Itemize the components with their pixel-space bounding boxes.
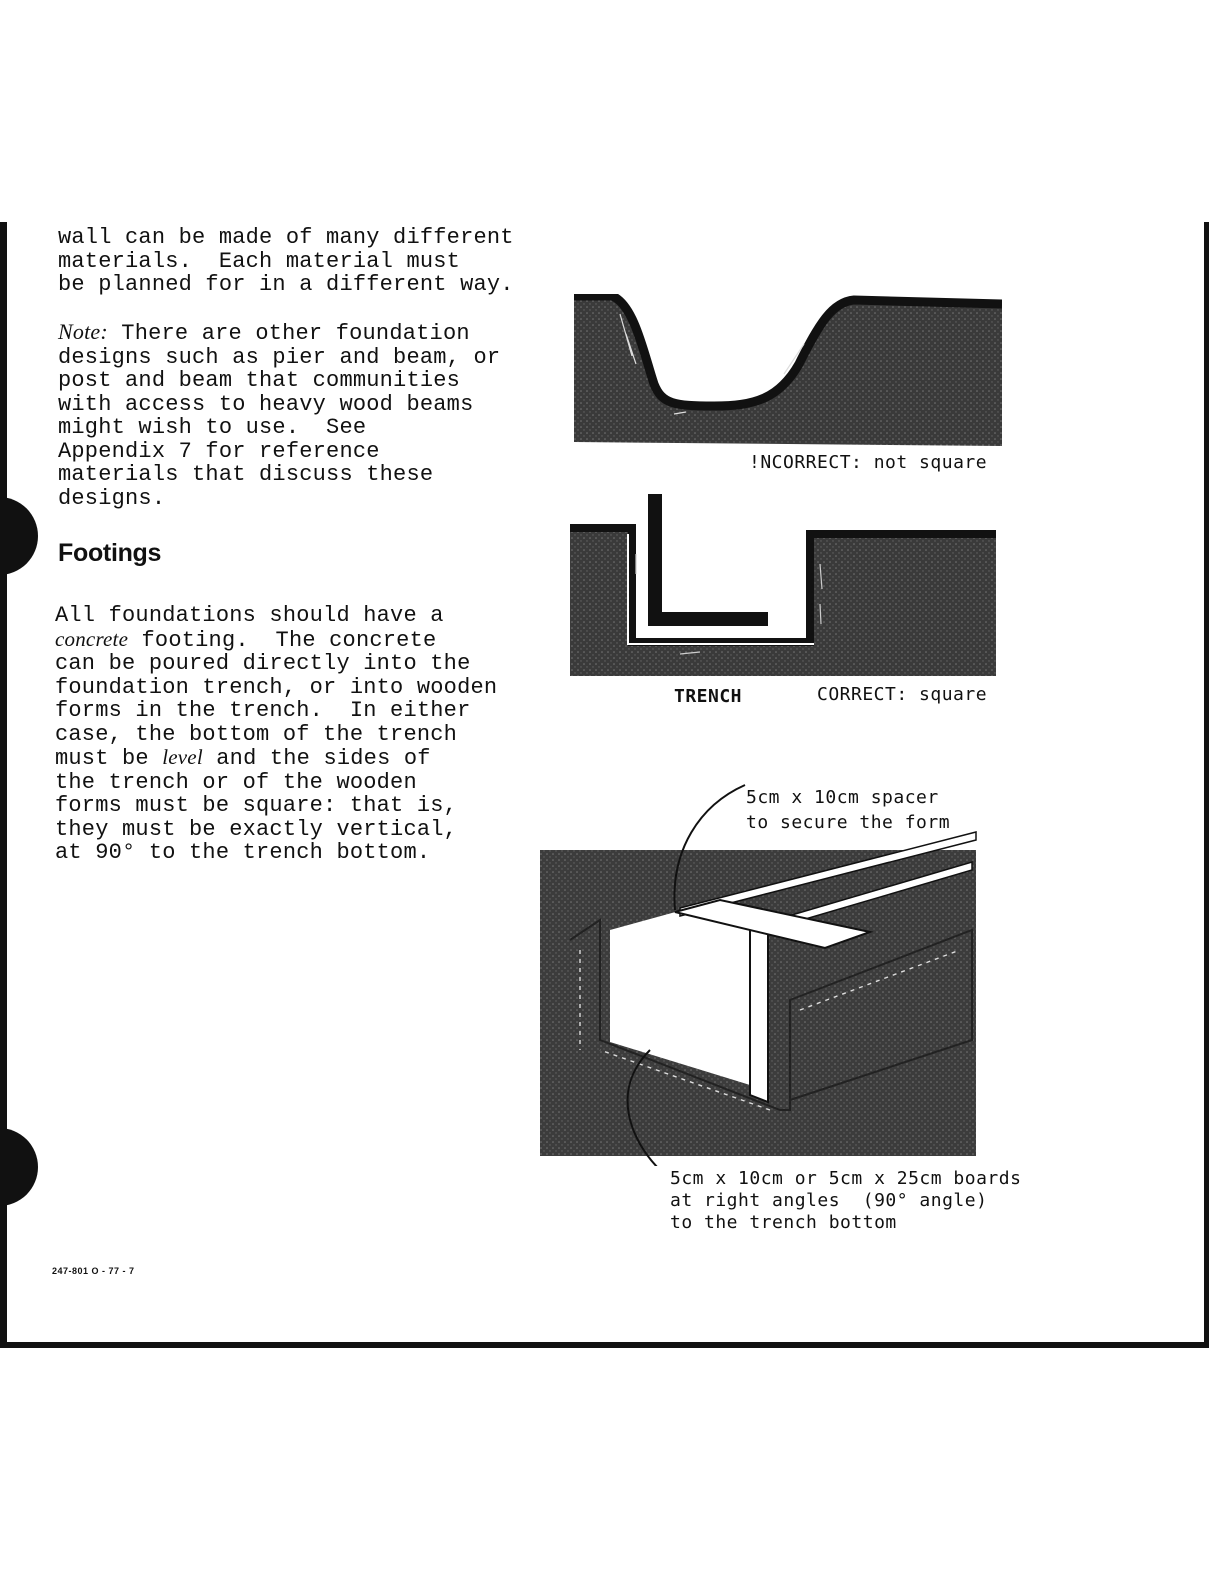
text-line: forms must be square: that is, <box>55 793 458 818</box>
text-line: forms in the trench. In either <box>55 698 471 723</box>
incorrect-label: !NCORRECT: not square <box>749 452 988 473</box>
text-line: can be poured directly into the <box>55 651 471 676</box>
text-line: case, the bottom of the trench <box>55 721 458 747</box>
text-line: All foundations should have a <box>55 603 444 628</box>
text-line <box>55 628 497 653</box>
text-line: materials that discuss these <box>58 462 434 487</box>
text-line: wall can be made of many different <box>58 225 514 250</box>
trench-label: TRENCH <box>674 686 743 707</box>
note-label: Note: <box>58 319 108 344</box>
correct-trench-illustration <box>570 494 998 680</box>
text-line: be planned for in a different way. <box>58 272 514 297</box>
binder-hole-bottom <box>0 1128 38 1206</box>
text-line: materials. Each material must <box>58 248 461 274</box>
print-code: 247-801 O - 77 - 7 <box>52 1266 135 1276</box>
text-line: might wish to use. See <box>58 415 367 440</box>
intro-paragraph <box>58 226 514 297</box>
text-span: and the sides of <box>202 746 431 771</box>
text-span: must be <box>55 746 163 771</box>
text-line <box>55 746 497 771</box>
label-line: to the trench bottom <box>670 1212 897 1233</box>
emphasis-concrete: concrete <box>55 626 129 651</box>
page-border-bottom <box>0 1342 1209 1348</box>
label-line: to secure the form <box>746 812 951 833</box>
label-line: 5cm x 10cm spacer <box>746 787 939 808</box>
footings-paragraph <box>55 604 497 865</box>
text-span: footing. The concrete <box>128 627 437 653</box>
wooden-form-illustration <box>540 780 980 1166</box>
section-heading: Footings <box>58 539 162 567</box>
page-border-right <box>1204 222 1209 1347</box>
text-line: post and beam that communities <box>58 368 461 393</box>
label-line: at right angles (90° angle) <box>670 1190 988 1211</box>
text-line: designs. <box>58 485 166 511</box>
text-line: the trench or of the wooden <box>55 769 417 795</box>
note-paragraph <box>58 320 500 510</box>
text-line: they must be exactly vertical, <box>55 816 458 842</box>
incorrect-trench-illustration <box>574 294 1002 446</box>
emphasis-level: level <box>162 745 203 769</box>
text-line: designs such as pier and beam, or <box>58 344 501 370</box>
binder-hole-top <box>0 497 38 575</box>
boards-label <box>670 1168 1021 1234</box>
text-line: Appendix 7 for reference <box>58 438 380 464</box>
text-line: at 90° to the trench bottom. <box>55 840 431 865</box>
correct-label: CORRECT: square <box>817 684 988 705</box>
spacer-label <box>746 785 950 835</box>
text-line: with access to heavy wood beams <box>58 391 474 417</box>
text-line <box>58 320 500 346</box>
label-line: 5cm x 10cm or 5cm x 25cm boards <box>670 1168 1022 1189</box>
note-text: There are other foundation <box>107 321 470 346</box>
text-line: foundation trench, or into wooden <box>55 674 498 700</box>
